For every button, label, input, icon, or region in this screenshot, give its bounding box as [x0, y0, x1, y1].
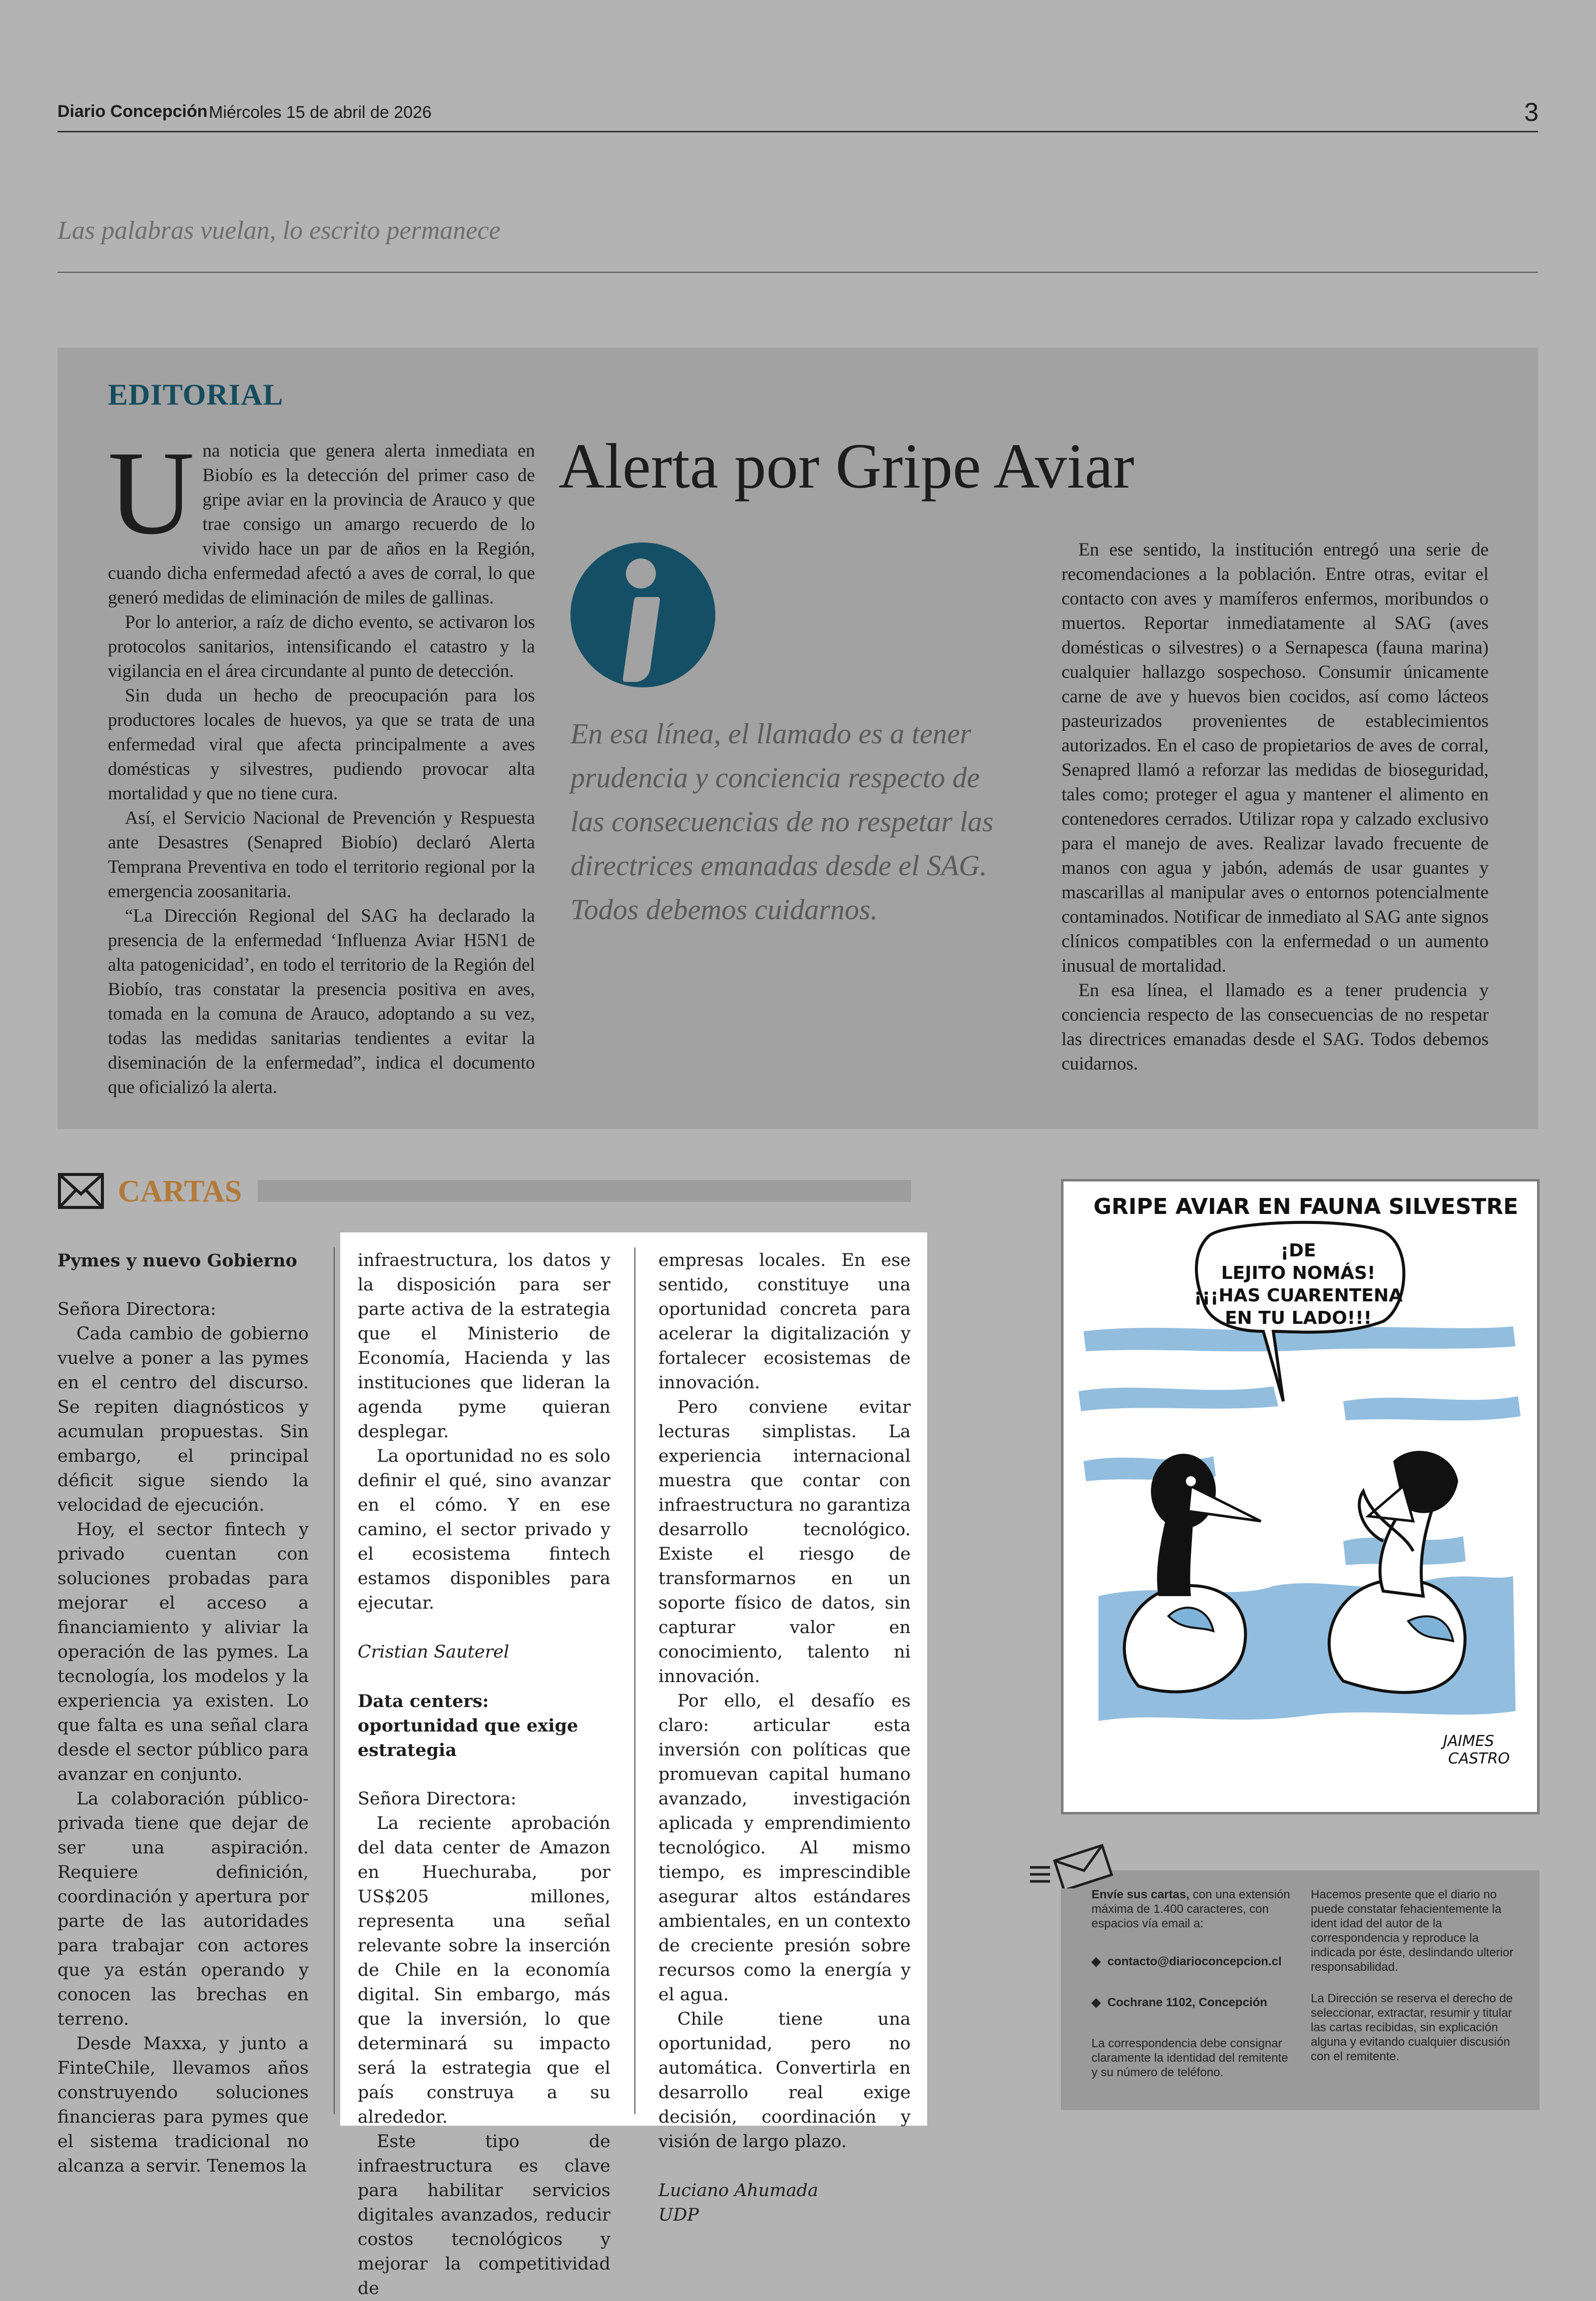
header-rule	[57, 131, 1538, 132]
cartoon-title: GRIPE AVIAR EN FAUNA SILVESTRE	[1093, 1194, 1519, 1219]
letter-signature-org: UDP	[658, 2205, 699, 2225]
slogan-rule	[57, 272, 1538, 273]
artist-signature: CASTRO	[1448, 1750, 1510, 1767]
editorial-paragraph: En ese sentido, la institución entregó una serie de recomendaciones a la población. Entre otras, evitar el contacto con aves y mamíferos enfermos, moribundos o muertos. Reportar inmediatamente al SAG (aves domésticas o silvestres) o a Sernapesca (fauna marina) cualquier hallazgo sospechoso. Consumir únicamente carne de ave y huevos bien cocidos, así como lácteos pasteurizados provenientes de establecimientos autorizados. En el caso de propietarios de aves de corral, Senapred llamó a reforzar las medidas de bioseguridad, tales como; proteger el agua y mantener el alimento en contenedores cerrados. Utilizar ropa y calzado exclusivo para el manejo de aves. Realizar lavado frecuente de manos con agua y jabón, además de usar guantes y mascarillas al manipular aves o entornos potencialmente contaminados. Notificar de inmediato al SAG ante signos clínicos compatibles con la enfermedad o un aumento inusual de mortalidad.	[1062, 540, 1489, 976]
column-divider	[334, 1247, 335, 2114]
paper-name: Diario Concepción	[57, 102, 208, 121]
contact-note-left: La correspondencia debe consignar claramente la identidad del remitente y su número de teléfono.	[1091, 2037, 1288, 2079]
bullet-icon: ◆	[1091, 1996, 1101, 2009]
letter-paragraph: empresas locales. En ese sentido, constituye una oportunidad concreta para acelerar la digitalización y fortalecer ecosistemas de innovación.	[658, 1250, 911, 1393]
letter-paragraph: Cada cambio de gobierno vuelve a poner a las pymes en el centro del discurso. Se repiten diagnósticos y acumulan propuestas. Sin embargo, el principal déficit sigue siendo la velocidad de ejecución.	[57, 1324, 309, 1515]
mail-icon	[1030, 1843, 1115, 1888]
editorial-paragraph: Por lo anterior, a raíz de dicho evento, se activaron los protocolos sanitarios, intensificando el catastro y la vigilancia en el área circundante al punto de detección.	[108, 612, 535, 681]
editorial-paragraph: En esa línea, el llamado es a tener prudencia y conciencia respecto de las consecuencias de no respetar las directrices emanadas desde el SAG. Todos debemos cuidarnos.	[1062, 980, 1489, 1074]
speech-line: ¡¡¡HAS CUARENTENA	[1194, 1285, 1403, 1306]
speech-line: ¡DE	[1280, 1240, 1316, 1261]
contact-note-right-2: La Dirección se reserva el derecho de seleccionar, extractar, resumir y titular las cartas recibidas, sin explicación alguna y evitando cualquier discusión con el remitente.	[1311, 1992, 1513, 2063]
letters-column-3	[658, 1248, 911, 2228]
letter-paragraph: Desde Maxxa, y junto a FinteChile, llevamos años construyendo soluciones financieras para pymes que el sistema tradicional no alcanza a servir. Tenemos la	[57, 2034, 309, 2176]
letter-signature: Cristian Sauterel	[358, 1642, 510, 1662]
cartas-section-label: CARTAS	[118, 1174, 242, 1208]
contact-email[interactable]: contacto@diarioconcepcion.cl	[1107, 1955, 1282, 1968]
letter-paragraph: La colaboración público-privada tiene que dejar de ser una aspiración. Requiere definición, coordinación y apertura por parte de las autoridades para trabajar con actores que ya están operando y conocen las brechas en terreno.	[57, 1789, 309, 2029]
editorial-pull-quote: En esa línea, el llamado es a tener prudencia y conciencia respecto de las consecuencias de no respetar las directrices emanadas desde el SAG. Todos debemos cuidarnos.	[570, 717, 994, 926]
letter-title: Pymes y nuevo Gobierno	[57, 1250, 297, 1271]
bullet-icon: ◆	[1091, 1955, 1101, 1968]
contact-note-right-1: Hacemos presente que el diario no puede constatar fehacientemente la ident idad del autor de la correspondencia y reproduce la indicada por éste, deslindando ulterior responsabilidad.	[1311, 1888, 1514, 1974]
letter-paragraph: infraestructura, los datos y la disposición para ser parte activa de la estrategia que el Ministerio de Economía, Hacienda y las instituciones que lideran la agenda pyme quieran desplegar.	[358, 1250, 610, 1442]
letter-paragraph: Por ello, el desafío es claro: articular esta inversión con políticas que promuevan capital humano avanzado, investigación aplicada y emprendimiento tecnológico. Al mismo tiempo, es imprescindible asegurar altos estándares ambientales, en un contexto de creciente presión sobre recursos como la energía y el agua.	[658, 1691, 911, 2005]
speech-line: EN TU LADO!!!	[1224, 1308, 1372, 1328]
letter-paragraph: La reciente aprobación del data center de Amazon en Huechuraba, por US$205 millones, representa una señal relevante sobre la inserción de Chile en la economía digital. Sin embargo, más que la inversión, lo que determinará su impacto será la estrategia que el país construya a su alrededor.	[358, 1813, 610, 2127]
contact-address: Cochrane 1102, Concepción	[1107, 1996, 1267, 2009]
letters-column-2	[358, 1248, 610, 2301]
editorial-column-1	[108, 426, 535, 1100]
editorial-paragraph: Una noticia que genera alerta inmediata en Biobío es la detección del primer caso de gripe aviar en la provincia de Arauco y que trae consigo un amargo recuerdo de lo vivido hace un par de años en la Región, cuando dicha enfermedad afectó a aves de corral, lo que generó medidas de eliminación de miles de gallinas.	[108, 426, 535, 608]
letter-title: Data centers: oportunidad que exige estrategia	[358, 1691, 578, 1760]
editorial-paragraph: “La Dirección Regional del SAG ha declarado la presencia de la enfermedad ‘Influenza Aviar H5N1 de alta patogenicidad’, en todo el territorio de la Región del Biobío, tras constatar la presencia positiva en aves, tomada en la comuna de Arauco, adoptando a su vez, todas las medidas sanitarias tendientes a evitar la diseminación de la enfermedad”, indica el documento que oficializó la alerta.	[108, 906, 535, 1098]
letter-paragraph: Hoy, el sector fintech y privado cuentan con soluciones probadas para mejorar el acceso a financiamiento y aliviar la operación de las pymes. La tecnología, los modelos y la experiencia ya existen. Lo que falta es una señal clara desde el sector público para avanzar en conjunto.	[57, 1520, 309, 1784]
contact-intro: Envíe sus cartas, con una extensión máxima de 1.400 caracteres, con espacios vía email a:	[1091, 1888, 1290, 1930]
cartas-header-bar	[258, 1180, 911, 1202]
editorial-paragraph: Así, el Servicio Nacional de Prevención y Respuesta ante Desastres (Senapred Biobío) declaró Alerta Temprana Preventiva en todo el territorio regional por la emergencia zoosanitaria.	[108, 808, 535, 902]
letter-paragraph: Este tipo de infraestructura es clave para habilitar servicios digitales avanzados, reducir costos tecnológicos y mejorar la competitividad de	[358, 2132, 610, 2299]
artist-signature: JAIMES	[1443, 1732, 1495, 1750]
issue-date: Miércoles 15 de abril de 2026	[209, 103, 432, 122]
contact-address-line	[1091, 1995, 1291, 2010]
section-slogan: Las palabras vuelan, lo escrito permanece	[57, 216, 501, 245]
speech-line: LEJITO NOMÁS!	[1221, 1263, 1376, 1283]
column-divider	[634, 1247, 635, 2114]
duck-right-drawing	[1329, 1451, 1465, 1693]
page-number: 3	[1524, 98, 1539, 127]
drop-cap: U	[108, 426, 195, 559]
editorial-paragraph: Sin duda un hecho de preocupación para los productores locales de huevos, ya que se trata de una enfermedad viral que afecta principalmente a aves domésticas y silvestres, pudiendo provocar alta mortalidad y que no tiene cura.	[108, 685, 535, 804]
cartoon-illustration	[1064, 1181, 1537, 1812]
editorial-section-label: EDITORIAL	[108, 378, 284, 411]
letters-column-1	[57, 1248, 309, 2179]
letter-salutation: Señora Directora:	[358, 1789, 517, 1809]
contact-email-line	[1091, 1954, 1291, 1969]
letter-signature: Luciano Ahumada	[658, 2181, 818, 2201]
letter-paragraph: La oportunidad no es solo definir el qué, sino avanzar en el cómo. Y en ese camino, el sector privado y el ecosistema fintech estamos disponibles para ejecutar.	[358, 1446, 610, 1613]
duck-left-drawing	[1124, 1454, 1261, 1692]
letter-salutation: Señora Directora:	[57, 1299, 216, 1319]
editorial-column-2	[1062, 538, 1489, 1076]
envelope-icon	[58, 1173, 104, 1209]
letter-paragraph: Chile tiene una oportunidad, pero no automática. Convertirla en desarrollo real exige decisión, coordinación y visión de largo plazo.	[658, 2009, 911, 2152]
editorial-headline: Alerta por Gripe Aviar	[558, 431, 1134, 502]
letter-paragraph: Pero conviene evitar lecturas simplistas. La experiencia internacional muestra que contar con infraestructura no garantiza desarrollo tecnológico. Existe el riesgo de transformarnos en un soporte físico de datos, sin capturar valor en conocimiento, talento ni innovación.	[658, 1397, 911, 1687]
info-icon-dot	[626, 559, 656, 588]
